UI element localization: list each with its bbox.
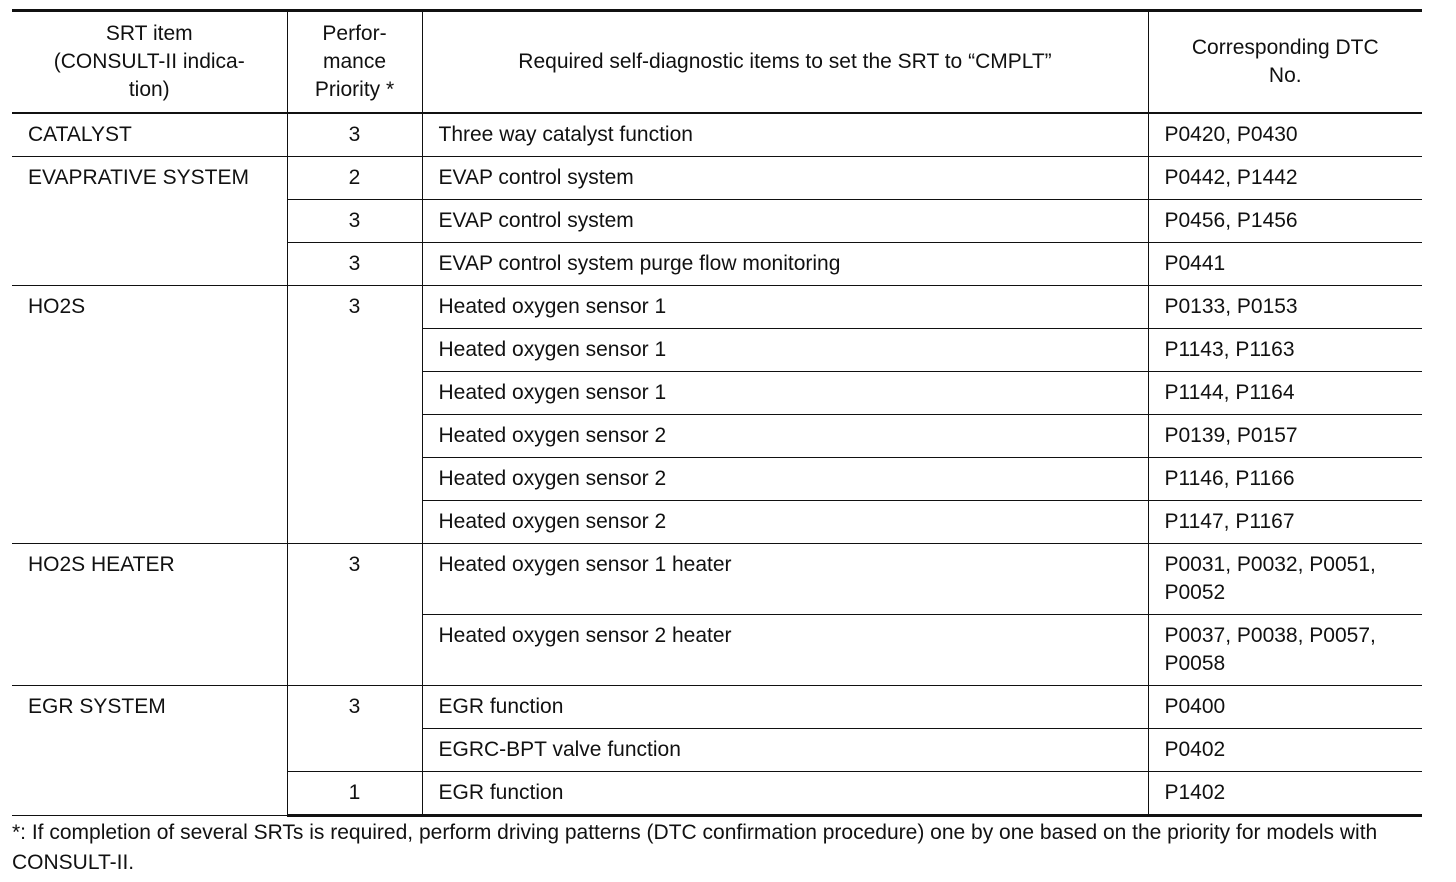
dtc-cell [1148,615,1422,686]
required-item-cell: Heated oxygen sensor 1 [422,286,1148,329]
required-item-cell: Heated oxygen sensor 2 heater [422,615,1148,686]
srt-item-cell: CATALYST [12,113,287,157]
srt-table [12,9,1422,817]
header-row [12,11,1422,114]
priority-cell: 3 [287,113,422,157]
srt-item-cell: HO2S HEATER [12,544,287,686]
srt-item-cell: EVAPRATIVE SYSTEM [12,157,287,286]
required-item-cell: EVAP control system purge flow monitoring [422,243,1148,286]
dtc-line: P0456, P1456 [1164,209,1298,232]
header-srt-item-line: tion) [128,78,170,101]
table-header [12,11,1422,114]
dtc-line: P1147, P1167 [1164,510,1295,533]
required-item-cell: Heated oxygen sensor 1 [422,329,1148,372]
dtc-line: P0052 [1164,581,1226,604]
table-body [12,113,1422,816]
dtc-cell [1148,243,1422,286]
dtc-line: P0442, P1442 [1164,166,1298,189]
header-dtc [1148,11,1422,114]
header-srt-item-line: SRT item [105,22,193,45]
header-priority-line: Perfor- [322,22,387,45]
dtc-line: P0420, P0430 [1164,123,1298,146]
dtc-cell [1148,200,1422,243]
table-row [12,113,1422,157]
header-srt-item [12,11,287,114]
header-priority-line: mance [322,50,387,73]
header-priority [287,11,422,114]
dtc-cell [1148,544,1422,615]
dtc-cell [1148,329,1422,372]
required-item-cell: Heated oxygen sensor 1 heater [422,544,1148,615]
required-item-cell: EGR function [422,686,1148,729]
footnote: *: If completion of several SRTs is required, perform driving patterns (DTC confirmation procedure) one by one based on the priority for models with CONSULT-II. [12,821,1378,874]
dtc-cell [1148,686,1422,729]
dtc-line: P0139, P0157 [1164,424,1298,447]
header-priority-line: Priority * [314,78,395,101]
table-row [12,544,1422,615]
dtc-cell [1148,415,1422,458]
table-row [12,286,1422,329]
dtc-line: P0133, P0153 [1164,295,1298,318]
dtc-line: P0058 [1164,652,1226,675]
required-item-cell: EGRC-BPT valve function [422,729,1148,772]
priority-cell: 3 [287,286,422,544]
required-item-cell: EGR function [422,772,1148,816]
dtc-line: P1143, P1163 [1164,338,1295,361]
header-required-items: Required self-diagnostic items to set the SRT to “CMPLT” [422,11,1148,114]
dtc-cell [1148,772,1422,816]
dtc-line: P0400 [1164,695,1226,718]
header-srt-item-line: (CONSULT-II indica- [53,50,245,73]
dtc-cell [1148,286,1422,329]
priority-cell: 2 [287,157,422,200]
dtc-cell [1148,113,1422,157]
priority-cell: 3 [287,200,422,243]
priority-cell: 3 [287,686,422,772]
required-item-cell: EVAP control system [422,200,1148,243]
dtc-line: P1144, P1164 [1164,381,1295,404]
required-item-cell: Heated oxygen sensor 1 [422,372,1148,415]
dtc-line: P0441 [1164,252,1226,275]
srt-item-cell: EGR SYSTEM [12,686,287,816]
priority-cell: 1 [287,772,422,816]
dtc-line: P0037, P0038, P0057, [1164,624,1376,647]
table-row [12,686,1422,729]
dtc-cell [1148,729,1422,772]
required-item-cell: Heated oxygen sensor 2 [422,415,1148,458]
required-item-cell: Heated oxygen sensor 2 [422,458,1148,501]
dtc-line: P1146, P1166 [1164,467,1295,490]
priority-cell: 3 [287,544,422,686]
dtc-cell [1148,372,1422,415]
required-item-cell: Heated oxygen sensor 2 [422,501,1148,544]
dtc-cell [1148,501,1422,544]
srt-item-cell: HO2S [12,286,287,544]
required-item-cell: Three way catalyst function [422,113,1148,157]
header-dtc-line: Corresponding DTC [1191,36,1379,59]
header-dtc-line: No. [1268,64,1302,87]
dtc-line: P0031, P0032, P0051, [1164,553,1376,576]
required-item-cell: EVAP control system [422,157,1148,200]
table-row [12,157,1422,200]
priority-cell: 3 [287,243,422,286]
dtc-cell [1148,458,1422,501]
dtc-cell [1148,157,1422,200]
dtc-line: P0402 [1164,738,1226,761]
dtc-line: P1402 [1164,781,1226,804]
